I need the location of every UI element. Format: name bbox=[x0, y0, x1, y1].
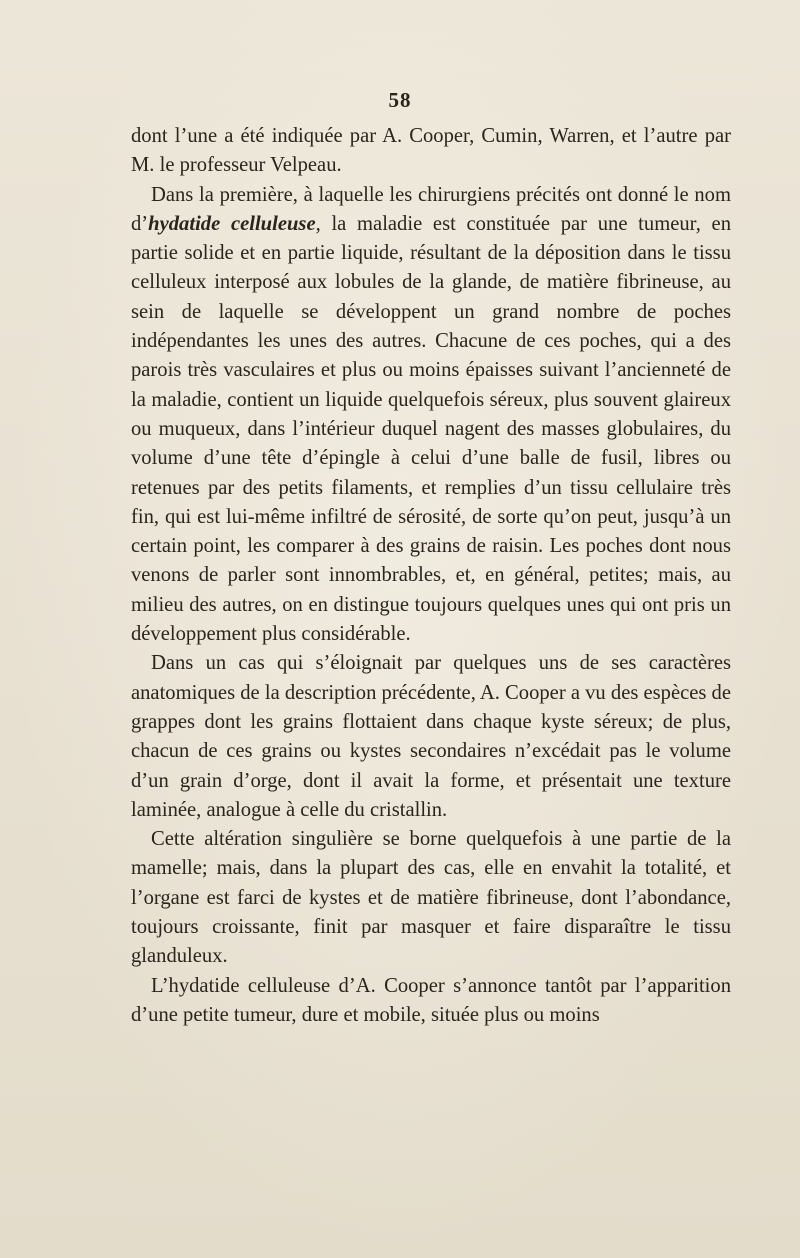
paragraph bbox=[131, 181, 731, 650]
italic-term: hydatide celluleuse bbox=[148, 212, 316, 235]
page-number: 58 bbox=[388, 88, 412, 112]
paragraph-text: Dans la première, à laquelle les chirurgiens précités ont donné le nom d’ bbox=[131, 183, 731, 235]
paragraph-text: Cette altération singulière se borne quelquefois à une partie de la mamelle; mais, dans la plupart des cas, elle en envahit la totalité, et l’organe est farci de kystes et de matière fibrineuse, dont l’abondance, toujours croissante, finit par masquer et faire disparaître le tissu glanduleux. bbox=[131, 828, 731, 968]
paragraph bbox=[131, 649, 731, 825]
paragraph-text: , la maladie est constituée par une tumeur, en partie solide et en partie liquide, résultant de la déposition dans le tissu celluleux interposé aux lobules de la glande, de matière fibrineuse, au sein de laquelle se développent un grand nombre de poches indépendantes les unes des autres. Chacune de ces poches, qui a des parois très vasculaires et plus ou moins épaisses suivant l’ancienneté de la maladie, contient un liquide quelquefois séreux, plus souvent glaireux ou muqueux, dans l’intérieur duquel nagent des masses globulaires, du volume d’une tête d’épingle à celui d’une balle de fusil, libres ou retenues par des petits filaments, et remplies d’un tissu cellulaire très fin, qui est lui-même infiltré de sérosité, de sorte qu’on peut, jusqu’à un certain point, les comparer à des grains de raisin. Les poches dont nous venons de parler sont innombrables, et, en général, petites; mais, au milieu des autres, on en distingue toujours quelques unes qui ont pris un développement plus considérable. bbox=[131, 212, 731, 646]
paragraph-text: L’hydatide celluleuse d’A. Cooper s’annonce tantôt par l’apparition d’une petite tumeur, dure et mobile, située plus ou moins bbox=[131, 974, 731, 1026]
paragraph-text: dont l’une a été indiquée par A. Cooper, Cumin, Warren, et l’autre par M. le professeur Velpeau. bbox=[131, 125, 731, 177]
paragraph bbox=[131, 825, 731, 971]
paragraph-text: Dans un cas qui s’éloignait par quelques uns de ses caractères anatomiques de la description précédente, A. Cooper a vu des espèces de grappes dont les grains flottaient dans chaque kyste séreux; de plus, chacun de ces grains ou kystes secondaires n’excédait pas le volume d’un grain d’orge, dont il avait la forme, et présentait une texture laminée, analogue à celle du cristallin. bbox=[131, 652, 731, 821]
body-text bbox=[131, 122, 731, 1030]
paragraph bbox=[131, 972, 731, 1031]
paragraph bbox=[131, 122, 731, 181]
